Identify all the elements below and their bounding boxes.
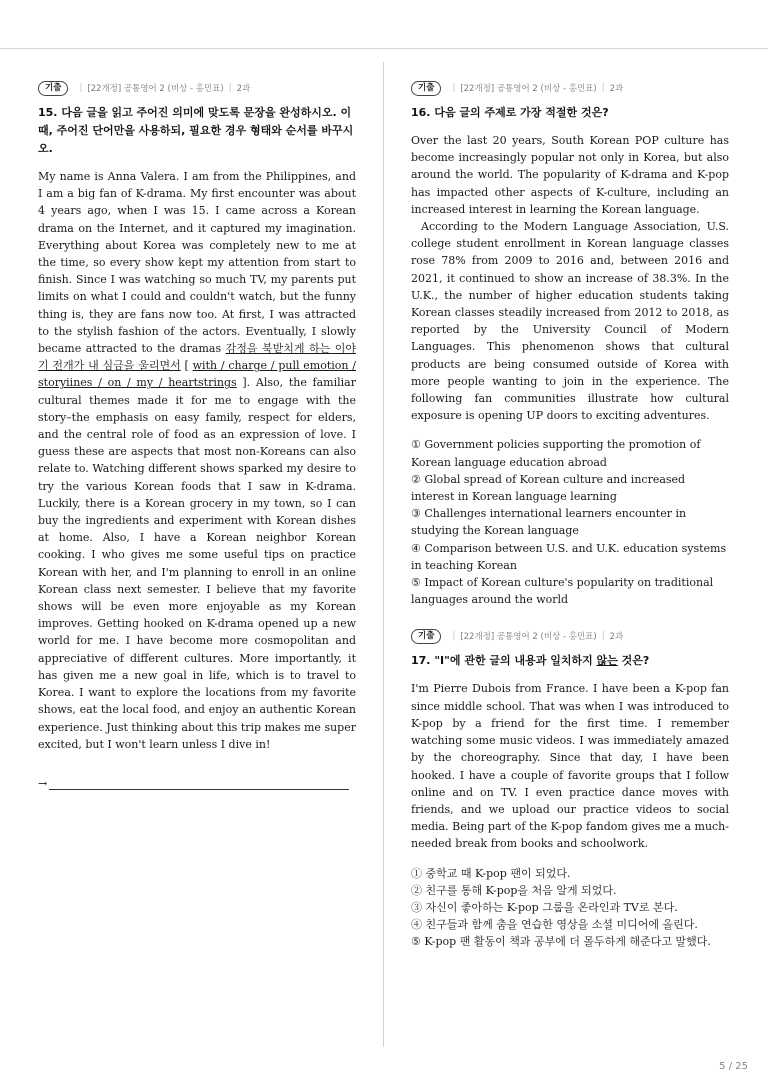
question-title: [411, 652, 729, 670]
page-number: 5 / 25: [719, 1061, 748, 1072]
question-15: [38, 80, 356, 790]
question-title: 15. 다음 글을 읽고 주어진 의미에 맞도록 문장을 완성하시오. 이 때, 주어진 단어만을 사용하되, 필요한 경우 형태와 순서를 바꾸시오.: [38, 106, 354, 155]
reading-passage: [38, 168, 356, 753]
textbook-source: [22개정] 공통영어 2 (비상 - 홍민표): [460, 632, 597, 643]
option-3[interactable]: ③ 자신이 좋아하는 K-pop 그룹을 온라인과 TV로 본다.: [411, 900, 678, 914]
option-5[interactable]: ⑤ K-pop 팬 활동이 책과 공부에 더 몰두하게 해준다고 말했다.: [411, 935, 711, 949]
question-meta: [38, 80, 356, 96]
lesson-label: 2과: [609, 632, 624, 643]
question-16: [411, 80, 729, 608]
past-exam-badge: 기출: [38, 81, 68, 96]
meta-separator: |: [601, 83, 605, 93]
meta-separator: |: [601, 631, 605, 642]
question-meta: [411, 628, 729, 644]
question-meta: [411, 80, 729, 96]
korean-prompt: 감정을 북받치게 하는 이야기 전개가 내 심금을 울리면서: [38, 342, 357, 373]
lesson-label: 2과: [609, 84, 624, 94]
textbook-source: [22개정] 공통영어 2 (비상 - 홍민표): [460, 84, 597, 94]
option-1[interactable]: ① 중학교 때 K-pop 팬이 되었다.: [411, 866, 571, 880]
option-1[interactable]: ① Government policies supporting the promotion of Korean language education abroad: [411, 438, 701, 469]
option-2[interactable]: ② 친구를 통해 K-pop을 처음 알게 되었다.: [411, 883, 617, 897]
arrow-icon: →: [38, 776, 48, 790]
option-3[interactable]: ③ Challenges international learners encounter in studying the Korean language: [411, 507, 687, 538]
meta-separator: |: [228, 83, 232, 93]
option-4[interactable]: ④ Comparison between U.S. and U.K. education systems in teaching Korean: [411, 541, 727, 572]
reading-passage: Over the last 20 years, South Korean POP culture has become increasingly popular not only in Korea, but also around the world. The popularity of K-drama and K-pop has impacted other aspects of K-culture, including an increased interest in learning the Korean language.: [411, 134, 729, 216]
header-rule: [0, 48, 768, 49]
title-text: 17. "I"에 관한 글의 내용과 일치하지: [411, 654, 597, 668]
reading-passage: [411, 218, 729, 424]
title-emphasis: 않는: [596, 654, 618, 668]
option-4[interactable]: ④ 친구들과 함께 춤을 연습한 영상을 소셜 미디어에 올린다.: [411, 918, 698, 932]
title-text: 것은?: [617, 654, 650, 668]
question-title: 16. 다음 글의 주제로 가장 적절한 것은?: [411, 106, 609, 119]
meta-separator: |: [79, 83, 83, 93]
right-column: [411, 80, 729, 951]
answer-line[interactable]: [38, 777, 356, 790]
passage-text: My name is Anna Valera. I am from the Philippines, and I am a big fan of K-drama. My first encounter was about 4 years ago, when I was 15. I came across a Korean drama on the Internet, and it captured my imagination. Everything about Korea was completely new to me at the time, so every show kept my attention from start to finish. Since I was watching so much TV, my parents put limits on what I could and couldn't watch, but the funny thing is, they are fans now too. At first, I was attracted to the stylish fashion of the actors. Eventually, I slowly became attracted to the dramas: [38, 170, 356, 356]
answer-blank[interactable]: [49, 781, 349, 790]
answer-options: [411, 436, 729, 608]
given-words: with / charge / pull emotion / storyiines / on / my / heartstrings: [38, 359, 356, 390]
bracket-close: ]: [236, 376, 247, 390]
lesson-label: 2과: [236, 84, 251, 94]
passage-text: According to the Modern Language Association, U.S. college student enrollment in Korean language classes rose 78% from 2009 to 2016 and, between 2016 and 2021, it continued to show an increase of 38.3%. In the U.K., the number of higher education students taking Korean classes steadily increased from 2012 to 2018, as reported by the University Council of Modern Languages. This phenomenon shows that cultural products are being consumed outside of Korea with more people wanting to join in the experience. The following fan communities illustrate how cultural exposure is opening UP doors to exciting adventures.: [411, 220, 729, 423]
answer-options: [411, 865, 729, 951]
column-divider: [383, 62, 384, 1047]
meta-separator: |: [452, 83, 456, 93]
meta-separator: |: [452, 631, 456, 642]
passage-text: . Also, the familiar cultural themes made it for me to engage with the story–the emphasis on easy family, respect for elders, and the central role of food as an expression of love. I guess these are aspects that most non-Koreans can also relate to. Watching different shows sparked my desire to try the various Korean foods that I saw in K-drama. Luckily, there is a Korean grocery in my town, so I can buy the ingredients and experiment with Korean dishes at home. Also, I have a Korean neighbor Korean cooking. I who gives me some useful tips on practice Korean with her, and I'm planning to enroll in an online Korean class next semester. I believe that my favorite shows will be even more enjoyable as my Korean improves. Getting hooked on K-drama opened up a new world for me. I have become more cosmopolitan and appreciative of different cultures. More importantly, it has given me a new goal in life, which is to travel to Korea. I want to explore the locations from my favorite shows, eat the local food, and enjoy an authentic Korean experience. Just thinking about this trip makes me super excited, but I won't learn unless I dive in!: [38, 376, 356, 751]
past-exam-badge: 기출: [411, 629, 441, 644]
question-17: [411, 628, 729, 950]
textbook-source: [22개정] 공통영어 2 (비상 - 홍민표): [87, 84, 224, 94]
past-exam-badge: 기출: [411, 81, 441, 96]
option-5[interactable]: ⑤ Impact of Korean culture's popularity on traditional languages around the world: [411, 576, 714, 607]
reading-passage: I'm Pierre Dubois from France. I have been a K-pop fan since middle school. That was when I was introduced to K-pop by a friend for the first time. I remember watching some music videos. I was immediately amazed by the choreography. Since that day, I have been hooked. I have a couple of favorite groups that I follow online and on TV. I even practice dance moves with friends, and we upload our practice videos to social media. Being part of the K-pop fandom gives me a much-needed break from books and schoolwork.: [411, 682, 729, 851]
bracket-open: [: [180, 359, 193, 373]
option-2[interactable]: ② Global spread of Korean culture and increased interest in Korean language learning: [411, 472, 686, 504]
